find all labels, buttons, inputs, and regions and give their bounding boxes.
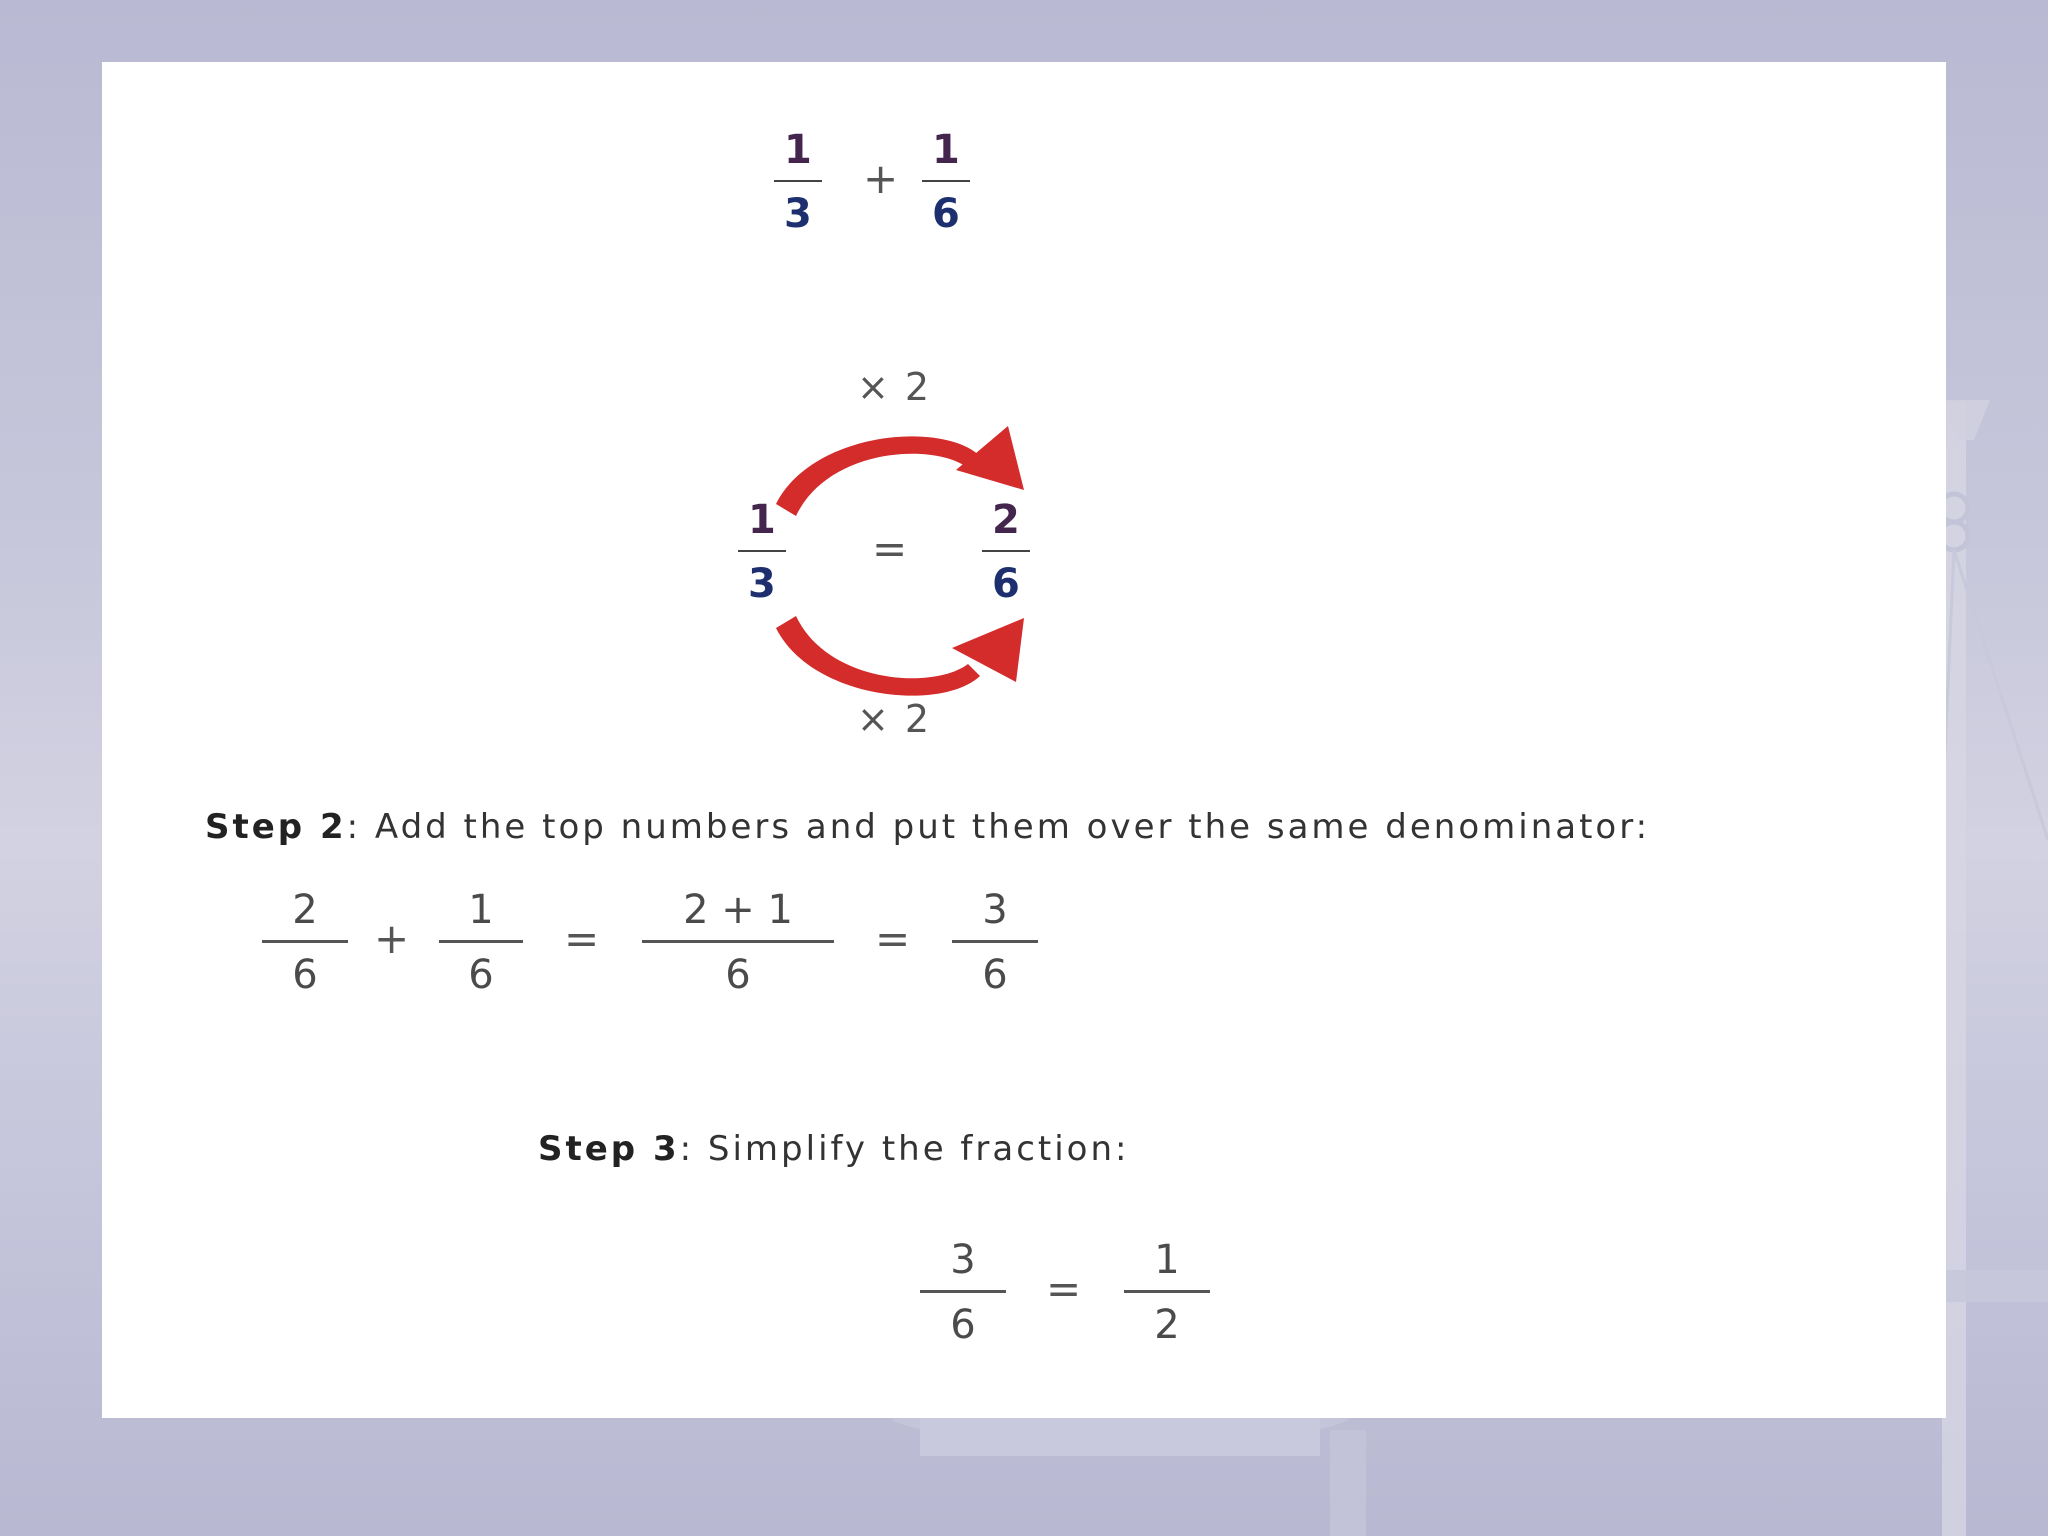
step2-text: : Add the top numbers and put them over the same denominator:: [346, 807, 1651, 847]
step3-instruction: [538, 1129, 1130, 1169]
step3-text: : Simplify the fraction:: [679, 1129, 1130, 1169]
problem-fraction-right: 1 6: [922, 130, 970, 234]
step1-equals-sign: =: [872, 524, 908, 573]
top-multiplier: × 2: [857, 365, 932, 409]
step2-fraction-2: 1 6: [439, 890, 523, 995]
step2-equals-sign-2: =: [875, 914, 911, 963]
step1-fraction-right: 2 6: [982, 500, 1030, 604]
problem-plus-sign: +: [863, 154, 899, 203]
step2-equals-sign-1: =: [564, 914, 600, 963]
step3-label: Step 3: [538, 1129, 680, 1169]
step1-fraction-left: 1 3: [738, 500, 786, 604]
problem-fraction-left: 1 3: [774, 130, 822, 234]
step3-equals-sign: =: [1046, 1264, 1082, 1313]
slide: [102, 62, 1946, 1418]
step3-fraction-2: 1 2: [1124, 1240, 1210, 1345]
step2-label: Step 2: [205, 807, 347, 847]
step2-plus-sign: +: [374, 914, 410, 963]
step3-fraction-1: 3 6: [920, 1240, 1006, 1345]
step2-fraction-4: 3 6: [952, 890, 1038, 995]
bottom-multiplier: × 2: [857, 697, 932, 741]
step2-fraction-3: 2 + 1 6: [642, 890, 834, 995]
step2-instruction: [205, 807, 1651, 847]
step2-fraction-1: 2 6: [262, 890, 348, 995]
